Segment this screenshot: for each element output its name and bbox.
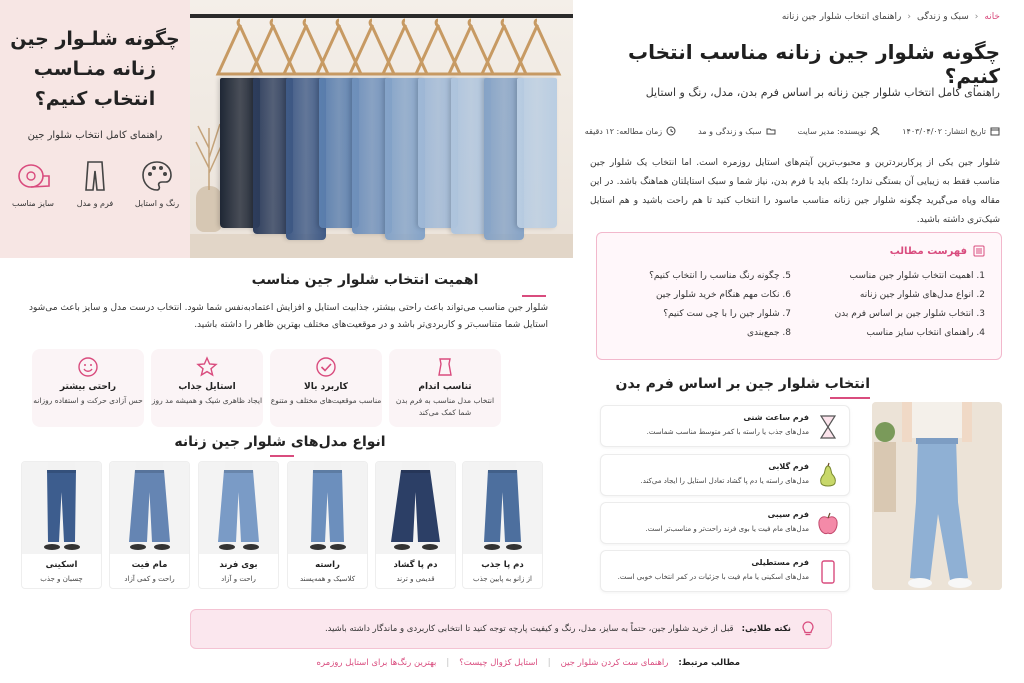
hero-icon-color: رنگ و استایل xyxy=(133,159,181,208)
pear-icon xyxy=(813,461,843,491)
meta-date: تاریخ انتشار: ۱۴۰۳/۰۴/۰۲ xyxy=(902,126,1000,136)
chevron-left-icon: ‹ xyxy=(907,12,911,22)
body-fit-icon xyxy=(434,356,456,378)
model-card[interactable]: بوی فرند راحت و آزاد xyxy=(198,461,279,589)
clock-icon xyxy=(666,126,676,136)
body-shape-card: فرم ساعت شنی مدل‌های جذب یا راسته با کمر متوسط مناسب شماست. xyxy=(600,405,850,447)
jeans-photo xyxy=(463,462,542,554)
list-icon xyxy=(973,245,985,257)
article-intro: شلوار جین یکی از پرکاربردترین و محبوب‌ترین آیتم‌های استایل روزمره است. اما انتخاب یک شلوار جین مناسب فقط به زیبایی آن بستگی ندارد؛ بلکه باید با فرم بدن، نیاز شما و سبک استایلتان هماهنگ باشد. در این مقاله ویاه می‌گیرید چگونه شلوار جین زنانه مناسب ماسود را انتخاب کنید تا هم راحت باشید و هم استایل شیک‌تری داشته باشید. xyxy=(590,158,1000,225)
toc-item[interactable]: 5. چگونه رنگ مناسب را انتخاب کنیم؟ xyxy=(649,271,791,281)
toc-item[interactable]: 2. انواع مدل‌های شلوار جین زنانه xyxy=(859,290,985,300)
feature-card: تناسب اندام انتخاب مدل مناسب به فرم بدن شما کمک می‌کند xyxy=(389,349,501,427)
hero-title: چگونه شلـوار جین زنانه منـاسب انتخاب کنیم؟ xyxy=(10,28,180,110)
jeans-icon xyxy=(463,462,542,554)
body-shape-card: فرم گلابی مدل‌های راسته یا دم پا گشاد تعادل استایل را ایجاد می‌کند. xyxy=(600,454,850,496)
hero-subtitle: راهنمای کامل انتخاب شلوار جین xyxy=(27,130,163,141)
importance-title: اهمیت انتخاب شلوار جین مناسب xyxy=(251,272,479,288)
toc-item[interactable]: 8. جمع‌بندی xyxy=(746,328,791,338)
golden-tip-box xyxy=(190,609,832,649)
toc-list xyxy=(613,271,985,347)
toc-item[interactable]: 3. انتخاب شلوار جین بر اساس فرم بدن xyxy=(834,309,985,319)
pants-icon xyxy=(78,159,112,193)
model-card[interactable]: اسکینی چسبان و جذب xyxy=(21,461,102,589)
model-card[interactable]: راسته کلاسیک و همه‌پسند xyxy=(287,461,368,589)
meta-author: نویسنده: مدیر سایت xyxy=(798,126,881,136)
hero-icon-size: سایز مناسب xyxy=(9,159,57,208)
wooden-hanger-icon xyxy=(509,18,565,78)
body-shape-title: انتخاب شلوار جین بر اساس فرم بدن xyxy=(615,376,870,392)
toc-item[interactable]: 4. راهنمای انتخاب سایز مناسب xyxy=(866,328,985,338)
breadcrumb-home[interactable]: خانه xyxy=(984,12,1000,22)
model-card[interactable]: دم پا گشاد قدیمی و ترند xyxy=(375,461,456,589)
models-title: انواع مدل‌های شلوار جین زنانه xyxy=(174,434,386,450)
star-icon xyxy=(196,356,218,378)
hourglass-icon xyxy=(813,412,843,442)
jeans-icon xyxy=(22,462,101,554)
jeans-photo xyxy=(376,462,455,554)
jeans-icon xyxy=(288,462,367,554)
meta-category[interactable]: سبک و زندگی و مد xyxy=(698,126,775,136)
toc-heading: فهرست مطالب xyxy=(613,245,985,257)
related-link[interactable]: استایل کژوال چیست؟ xyxy=(459,658,538,668)
hero-icons xyxy=(0,159,190,208)
title-underline xyxy=(830,397,870,399)
woman-in-jeans-illustration xyxy=(872,402,1002,590)
palette-icon xyxy=(140,159,174,193)
toc-item[interactable]: 1. اهمیت انتخاب شلوار جین مناسب xyxy=(849,271,985,281)
table-of-contents xyxy=(596,232,1002,360)
hero-banner xyxy=(0,0,573,258)
related-link[interactable]: بهترین رنگ‌ها برای استایل روزمره xyxy=(316,658,437,668)
user-icon xyxy=(870,126,880,136)
article-title: چگونه شلوار جین زنانه مناسب انتخاب کنیم؟ xyxy=(628,40,1000,88)
measuring-tape-icon xyxy=(16,159,50,193)
toc-item[interactable]: 7. شلوار جین را با چی ست کنیم؟ xyxy=(663,309,791,319)
folder-icon xyxy=(766,126,776,136)
feature-card: کاربرد بالا مناسب موقعیت‌های مختلف و متنوع xyxy=(270,349,382,427)
jeans-photo xyxy=(288,462,367,554)
calendar-icon xyxy=(990,126,1000,136)
article-subtitle: راهنمای کامل انتخاب شلوار جین زنانه بر اساس فرم بدن، مدل، رنگ و استایل xyxy=(645,86,1000,99)
hero-text-block xyxy=(0,0,190,258)
feature-card: راحتی بیشتر حس آزادی حرکت و استفاده روزانه xyxy=(32,349,144,427)
meta-read-time: زمان مطالعه: ۱۲ دقیقه xyxy=(585,126,676,136)
breadcrumb xyxy=(782,12,1000,22)
hero-icon-model: فرم و مدل xyxy=(71,159,119,208)
article-meta xyxy=(580,126,1000,136)
divider: | xyxy=(547,658,551,668)
jeans-photo xyxy=(199,462,278,554)
related-posts xyxy=(284,658,740,668)
woman-in-jeans-photo xyxy=(872,402,1002,590)
tip-label: نکته طلایی: xyxy=(741,624,791,634)
vase xyxy=(196,186,222,232)
rectangle-icon xyxy=(813,557,843,587)
breadcrumb-category[interactable]: سبک و زندگی xyxy=(917,12,969,22)
related-link[interactable]: راهنمای ست کردن شلوار جین xyxy=(560,658,669,668)
model-card[interactable]: دم پا جذب از زانو به پایین جذب xyxy=(462,461,543,589)
body-shape-card: فرم مستطیلی مدل‌های اسکینی یا مام فیت با جزئیات در کمر انتخاب خوبی است. xyxy=(600,550,850,592)
feature-card: استایل جذاب ایجاد ظاهری شیک و همیشه مد روز xyxy=(151,349,263,427)
lightbulb-icon xyxy=(799,620,817,638)
breadcrumb-current: راهنمای انتخاب شلوار جین زنانه xyxy=(781,12,902,22)
smile-icon xyxy=(77,356,99,378)
title-underline xyxy=(522,295,546,297)
apple-icon xyxy=(813,509,843,539)
check-circle-icon xyxy=(315,356,337,378)
jeans-icon xyxy=(376,462,455,554)
related-label: مطالب مرتبط: xyxy=(678,658,740,668)
divider: | xyxy=(446,658,450,668)
jeans-photo xyxy=(110,462,189,554)
hanging-jeans xyxy=(517,78,557,228)
jeans-icon xyxy=(110,462,189,554)
title-underline xyxy=(270,455,294,457)
body-shape-card: فرم سیبی مدل‌های مام فیت یا بوی فرند راحت‌تر و مناسب‌تر است. xyxy=(600,502,850,544)
jeans-photo xyxy=(22,462,101,554)
chevron-left-icon: ‹ xyxy=(974,12,979,22)
hero-jeans-photo xyxy=(190,0,573,258)
toc-item[interactable]: 6. نکات مهم هنگام خرید شلوار جین xyxy=(655,290,791,300)
tip-text: قبل از خرید شلوار جین، حتماً به سایز، مدل، رنگ و کیفیت پارچه توجه کنید تا انتخابی کاربردی و ماندگار داشته باشید. xyxy=(324,624,734,634)
jeans-icon xyxy=(199,462,278,554)
importance-text: شلوار جین مناسب می‌تواند باعث راحتی بیشتر، جذابیت استایل و افزایش اعتمادبه‌نفس شما شود. انتخاب درست مدل و سایز باعث می‌شود استایل شما متناسب‌تر و کاربردی‌تر باشد و در موقعیت‌های مختلف بهترین ظاهر را داشته باشید. xyxy=(29,303,548,330)
model-card[interactable]: مام فیت راحت و کمی آزاد xyxy=(109,461,190,589)
